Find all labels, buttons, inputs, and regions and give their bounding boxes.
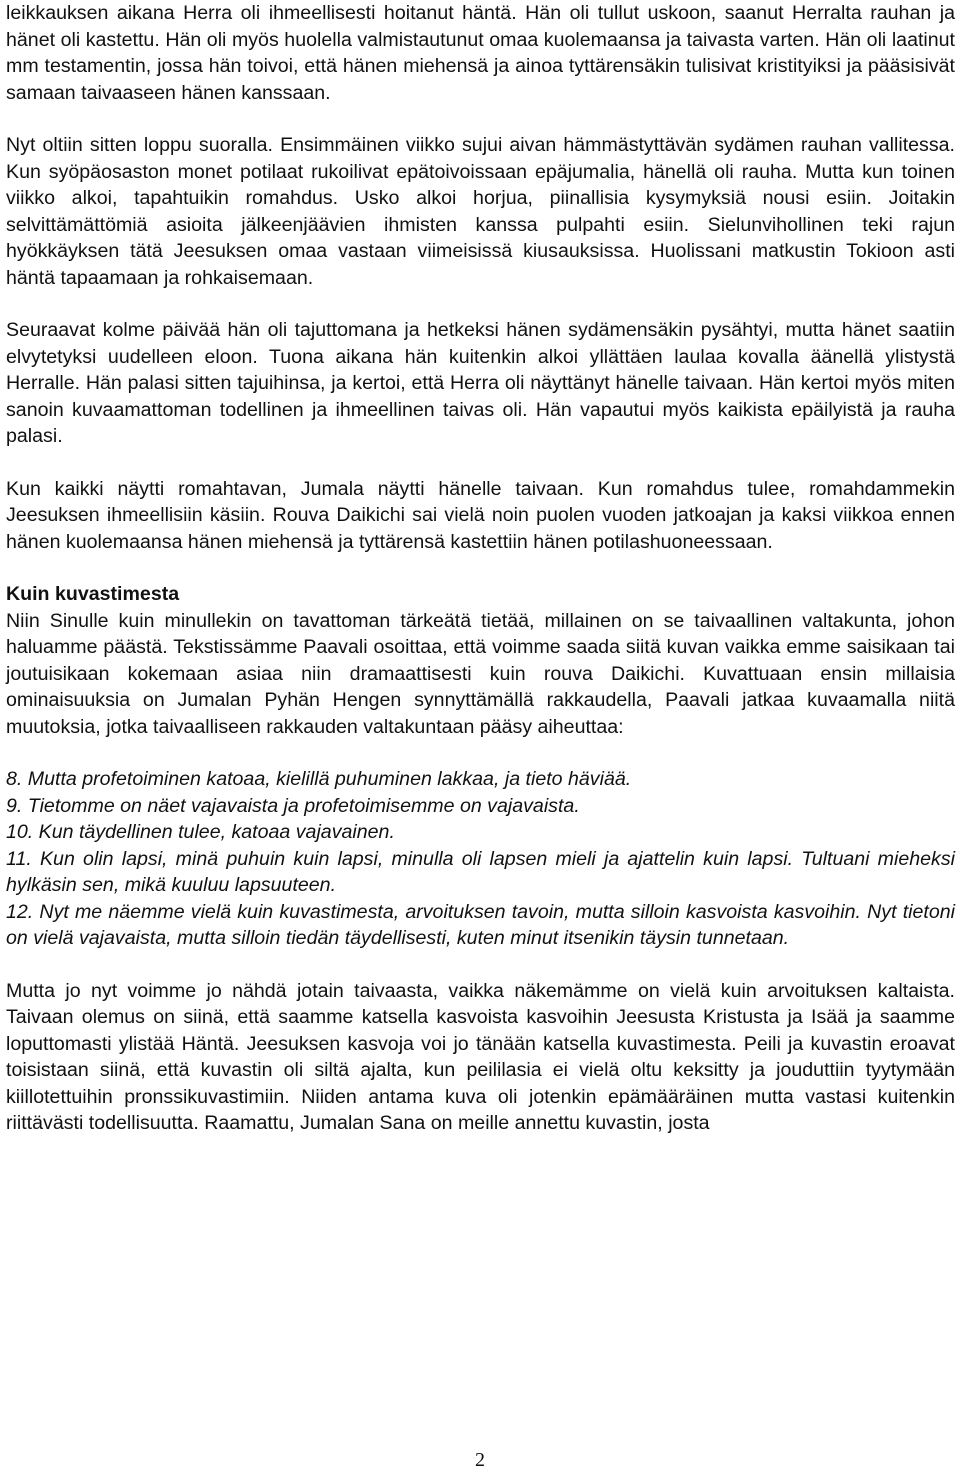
section-heading: Kuin kuvastimesta (6, 583, 180, 605)
scripture-quote (6, 766, 955, 952)
closing-paragraph: Mutta jo nyt voimme jo nähdä jotain taivaasta, vaikka näkemämme on vielä kuin arvoituksen kaltaista. Taivaan olemus on siinä, että saamme katsella kasvoista kasvoihin Jeesusta Kristusta ja Isää ja saamme loputtomasti ylistää Häntä. Jeesuksen kasvoja voi jo tänään katsella kuvastimesta. Peili ja kuvastin eroavat toisistaan siinä, että kuvastin oli siltä ajalta, kun peililasia ei vielä oltu keksitty ja jouduttiin tyytymään kiillotettuihin pronssikuvastimiin. Niiden antama kuva oli jotenkin epämääräinen mutta vastasi kuitenkin riittävästi todellisuutta. Raamattu, Jumalan Sana on meille annettu kuvastin, josta (6, 979, 955, 1134)
section-intro: Niin Sinulle kuin minullekin on tavattoman tärkeätä tietää, millainen on se taivaallinen valtakunta, johon haluamme päästä. Tekstissämme Paavali osoittaa, että voimme saada siitä kuvan vaikka emme saisikaan tai joutuisikaan kokemaan asiaa niin dramaattisesti kuin rouva Daikichi. Kuvattuaan ensin millaisia ominaisuuksia on Jumalan Pyhän Hengen synnyttämällä rakkaudella, Paavali jatkaa kuvaamalla niitä muutoksia, jotka taivaalliseen rakkauden valtakuntaan pääsy aiheuttaa: (6, 609, 955, 738)
paragraph-3: Seuraavat kolme päivää hän oli tajuttomana ja hetkeksi hänen sydämensäkin pysähtyi, mutta hänet saatiin elvytetyksi uudelleen eloon. Tuona aikana hän kuitenkin alkoi yllättäen laulaa kovalla äänellä ylistystä Herralle. Hän palasi sitten tajuihinsa, ja kertoi, että Herra oli näyttänyt hänelle taivaan. Hän kertoi myös miten sanoin kuvaamattoman todellinen ja ihmeellinen taivas oli. Hän vapautui myös kaikista epäilyistä ja rauha palasi. (6, 319, 955, 447)
document-page (6, 0, 955, 1137)
verse-11: 11. Kun olin lapsi, minä puhuin kuin lapsi, minulla oli lapsen mieli ja ajattelin kuin lapsi. Tultuani mieheksi hylkäsin sen, mikä kuuluu lapsuuteen. (6, 847, 955, 896)
paragraph-gap (6, 291, 955, 317)
paragraph-gap (6, 450, 955, 476)
paragraph-gap (6, 555, 955, 581)
page-number: 2 (475, 1449, 485, 1471)
verse-10: 10. Kun täydellinen tulee, katoaa vajavainen. (6, 821, 395, 843)
paragraph-4: Kun kaikki näytti romahtavan, Jumala näytti hänelle taivaan. Kun romahdus tulee, romahdammekin Jeesuksen ihmeellisiin käsiin. Rouva Daikichi sai vielä noin puolen vuoden jatkoajan ja kaksi viikkoa ennen hänen kuolemaansa hänen miehensä ja tyttärensä kastettiin hänen potilashuoneessaan. (6, 477, 955, 553)
paragraph-gap (6, 106, 955, 132)
verse-8: 8. Mutta profetoiminen katoaa, kielillä puhuminen lakkaa, ja tieto häviää. (6, 768, 632, 790)
verse-9: 9. Tietomme on näet vajavaista ja profetoimisemme on vajavaista. (6, 794, 580, 817)
paragraph-gap (6, 740, 955, 766)
paragraph-1: leikkauksen aikana Herra oli ihmeellisesti hoitanut häntä. Hän oli tullut uskoon, saanut Herralta rauhan ja hänet oli kastettu. Hän oli myös huolella valmistautunut omaa kuolemaansa ja taivasta varten. Hän oli laatinut mm testamentin, jossa hän toivoi, että hänen miehensä ja ainoa tyttärensäkin tulisivat kristityiksi ja pääsisivät samaan taivaaseen hänen kanssaan. (6, 2, 955, 104)
verse-12: 12. Nyt me näemme vielä kuin kuvastimesta, arvoituksen tavoin, mutta silloin kasvoista kasvoihin. Nyt tietoni on vielä vajavaista, mutta silloin tiedän täydellisesti, kuten minut itsenikin täysin tunnetaan. (6, 900, 955, 949)
paragraph-2: Nyt oltiin sitten loppu suoralla. Ensimmäinen viikko sujui aivan hämmästyttävän sydämen rauhan vallitessa. Kun syöpäosaston monet potilaat rukoilivat epätoivoissaan epäjumalia, hänellä oli rauha. Mutta kun toinen viikko alkoi, tapahtuikin romahdus. Usko alkoi horjua, piinallisia kysymyksiä nousi esiin. Joitakin selvittämättömiä asioita jälkeenjäävien ihmisten kanssa pulpahti esiin. Sielunvihollinen teki rajun hyökkäyksen tätä Jeesuksen omaa vastaan viimeisissä kiusauksissa. Huolissani matkustin Tokioon asti häntä tapaamaan ja rohkaisemaan. (6, 134, 955, 289)
paragraph-gap (6, 952, 955, 978)
